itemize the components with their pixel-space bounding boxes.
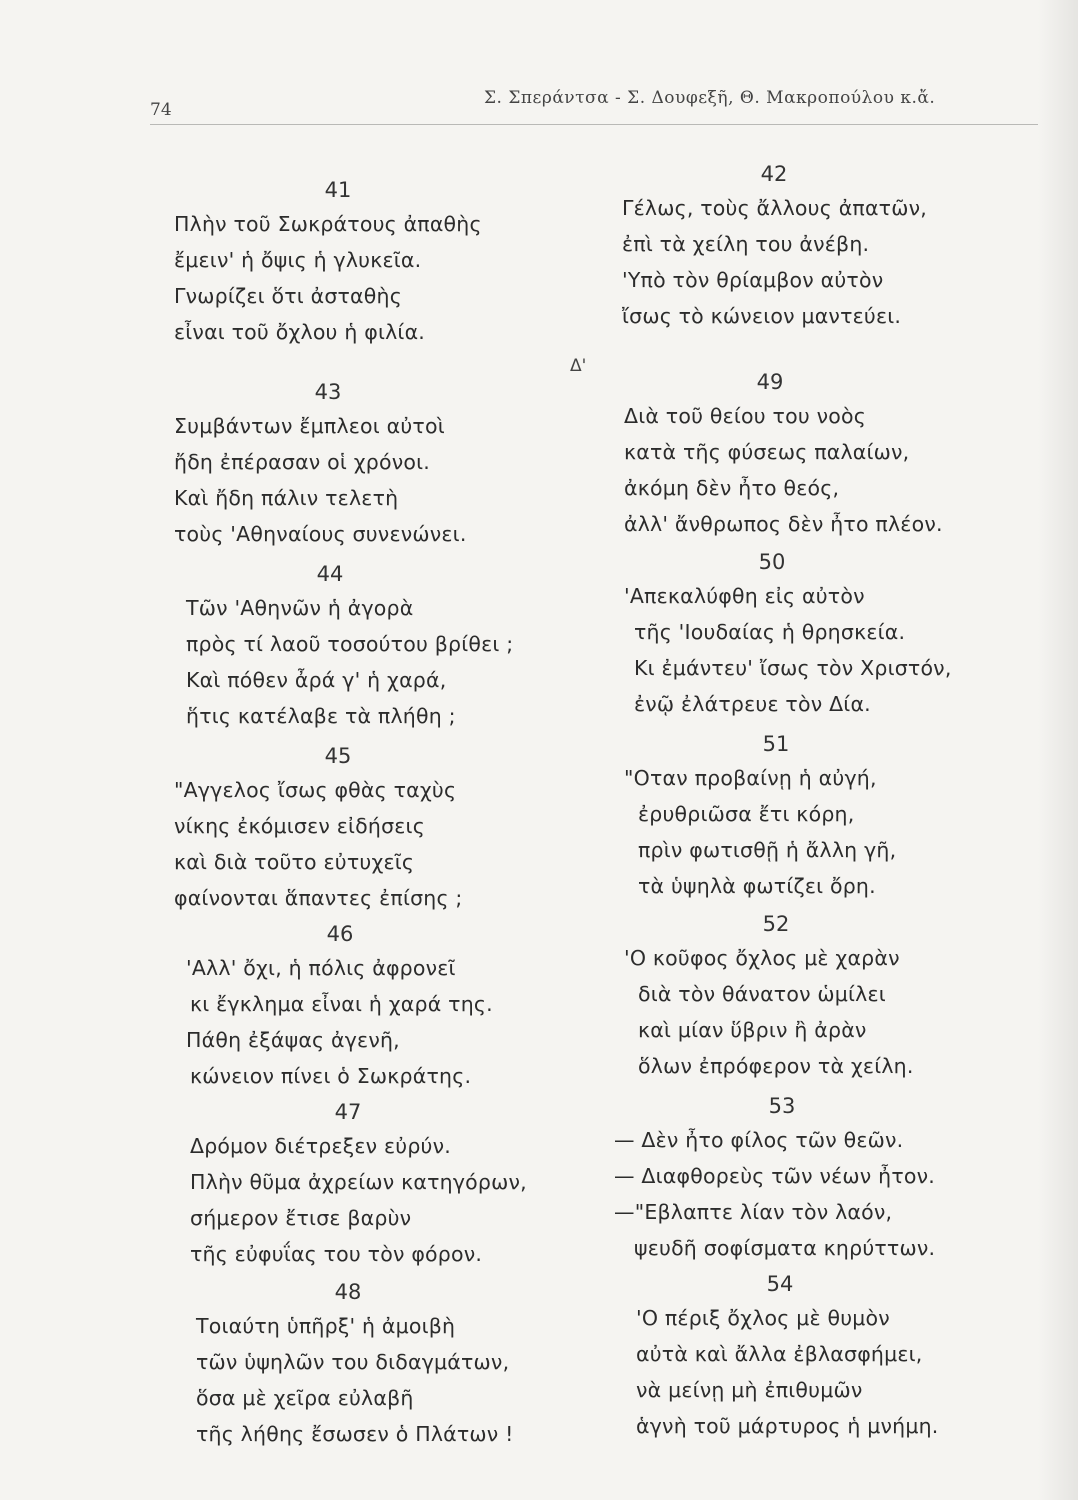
verse-line: Τοιαύτη ὑπῆρξ' ἡ ἀμοιβὴ: [196, 1314, 456, 1338]
verse-line: 'Υπὸ τὸν θρίαμβον αὐτὸν: [622, 268, 884, 292]
stanza-number: 44: [316, 562, 344, 586]
verse-line: καὶ διὰ τοῦτο εὐτυχεῖς: [174, 850, 415, 874]
verse-line: πρὶν φωτισθῇ ἡ ἄλλη γῆ,: [638, 838, 897, 862]
verse-line: ἴσως τὸ κώνειον μαντεύει.: [622, 304, 902, 328]
verse-line: τῆς λήθης ἔσωσεν ὁ Πλάτων !: [196, 1422, 514, 1446]
verse-line: εἶναι τοῦ ὄχλου ἡ φιλία.: [174, 320, 426, 344]
stanza-number: 53: [768, 1094, 796, 1118]
verse-line: φαίνονται ἅπαντες ἐπίσης ;: [174, 886, 463, 910]
verse-line: κατὰ τῆς φύσεως παλαίων,: [624, 440, 910, 464]
verse-line: 'Αλλ' ὄχι, ἡ πόλις ἀφρονεῖ: [186, 956, 456, 980]
verse-line: καὶ μίαν ὕβριν ἢ ἀρὰν: [638, 1018, 867, 1042]
verse-line: 'Ο κοῦφος ὄχλος μὲ χαρὰν: [624, 946, 900, 970]
verse-line: Καὶ πόθεν ἆρά γ' ἡ χαρά,: [186, 668, 447, 692]
verse-line: ψευδῆ σοφίσματα κηρύττων.: [634, 1236, 936, 1260]
verse-line: Καὶ ἤδη πάλιν τελετὴ: [174, 486, 399, 510]
verse-line: Δρόμον διέτρεξεν εὐρύν.: [190, 1134, 451, 1158]
verse-line: κι ἔγκλημα εἶναι ἡ χαρά της.: [190, 992, 493, 1016]
verse-line: διὰ τὸν θάνατον ὡμίλει: [638, 982, 886, 1006]
verse-line: ἀλλ' ἄνθρωπος δὲν ἦτο πλέον.: [624, 512, 943, 536]
verse-line: νίκης ἐκόμισεν εἰδήσεις: [174, 814, 425, 838]
verse-line: ἀκόμη δὲν ἦτο θεός,: [624, 476, 840, 500]
verse-line: πρὸς τί λαοῦ τοσούτου βρίθει ;: [186, 632, 514, 656]
stanza-number: 48: [334, 1280, 362, 1304]
verse-line: τῆς 'Ιουδαίας ἡ θρησκεία.: [634, 620, 906, 644]
page-number: 74: [150, 100, 172, 120]
verse-line: τοὺς 'Αθηναίους συνενώνει.: [174, 522, 467, 546]
verse-line: σήμερον ἔτισε βαρὺν: [190, 1206, 412, 1230]
verse-line: 'Ο πέριξ ὄχλος μὲ θυμὸν: [636, 1306, 890, 1330]
verse-line: Γνωρίζει ὅτι ἀσταθὴς: [174, 284, 402, 308]
verse-line: "Αγγελος ἴσως φθὰς ταχὺς: [174, 778, 457, 802]
stanza-number: 50: [758, 550, 786, 574]
stanza-number: 43: [314, 380, 342, 404]
verse-line: —"Εβλαπτε λίαν τὸν λαόν,: [614, 1200, 893, 1224]
stanza-number: 42: [760, 162, 788, 186]
verse-line: Πάθη ἐξάψας ἀγενῆ,: [186, 1028, 400, 1052]
stanza-number: 54: [766, 1272, 794, 1296]
verse-line: ὅσα μὲ χεῖρα εὐλαβῆ: [196, 1386, 414, 1410]
verse-line: κώνειον πίνει ὁ Σωκράτης.: [190, 1064, 472, 1088]
verse-line: Διὰ τοῦ θείου του νοὸς: [624, 404, 866, 428]
verse-line: Κι ἐμάντευ' ἴσως τὸν Χριστόν,: [634, 656, 952, 680]
verse-line: — Δὲν ἦτο φίλος τῶν θεῶν.: [614, 1128, 904, 1152]
stanza-number: 51: [762, 732, 790, 756]
verse-line: τῶν ὑψηλῶν του διδαγμάτων,: [196, 1350, 510, 1374]
header-rule: [150, 124, 1038, 125]
verse-line: ὅλων ἐπρόφερον τὰ χείλη.: [638, 1054, 914, 1078]
verse-line: τὰ ὑψηλὰ φωτίζει ὄρη.: [638, 874, 876, 898]
verse-line: ἤδη ἐπέρασαν οἱ χρόνοι.: [174, 450, 430, 474]
verse-line: ἥτις κατέλαβε τὰ πλήθη ;: [186, 704, 456, 728]
stanza-number: 46: [326, 922, 354, 946]
page-edge-shadow: [1038, 0, 1078, 1500]
stanza-number: 41: [324, 178, 352, 202]
verse-line: — Διαφθορεὺς τῶν νέων ἦτον.: [614, 1164, 935, 1188]
stanza-number: 49: [756, 370, 784, 394]
verse-line: ἐπὶ τὰ χείλη του ἀνέβη.: [622, 232, 870, 256]
verse-line: ἁγνὴ τοῦ μάρτυρος ἡ μνήμη.: [636, 1414, 939, 1438]
margin-mark: Δ': [570, 356, 587, 376]
verse-line: ἔμειν' ἡ ὄψις ἡ γλυκεῖα.: [174, 248, 422, 272]
verse-line: Πλὴν θῦμα ἀχρείων κατηγόρων,: [190, 1170, 527, 1194]
verse-line: Τῶν 'Αθηνῶν ἡ ἀγορὰ: [186, 596, 414, 620]
stanza-number: 45: [324, 744, 352, 768]
verse-line: 'Απεκαλύφθη εἰς αὐτὸν: [624, 584, 865, 608]
verse-line: Συμβάντων ἔμπλεοι αὐτοὶ: [174, 414, 445, 438]
stanza-number: 47: [334, 1100, 362, 1124]
verse-line: Πλὴν τοῦ Σωκράτους ἀπαθὴς: [174, 212, 482, 236]
verse-line: τῆς εὐφυΐας του τὸν φόρον.: [190, 1242, 483, 1266]
stanza-number: 52: [762, 912, 790, 936]
verse-line: "Οταν προβαίνῃ ἡ αὐγή,: [624, 766, 877, 790]
verse-line: ἐρυθριῶσα ἔτι κόρη,: [638, 802, 855, 826]
verse-line: ἐνῷ ἐλάτρευε τὸν Δία.: [634, 692, 871, 716]
verse-line: νὰ μείνῃ μὴ ἐπιθυμῶν: [636, 1378, 863, 1402]
running-header: Σ. Σπεράντσα - Σ. Δουφεξῆ, Θ. Μακροπούλου κ.ἄ.: [484, 88, 936, 108]
verse-line: αὐτὰ καὶ ἄλλα ἐβλασφήμει,: [636, 1342, 923, 1366]
verse-line: Γέλως, τοὺς ἄλλους ἀπατῶν,: [622, 196, 927, 220]
